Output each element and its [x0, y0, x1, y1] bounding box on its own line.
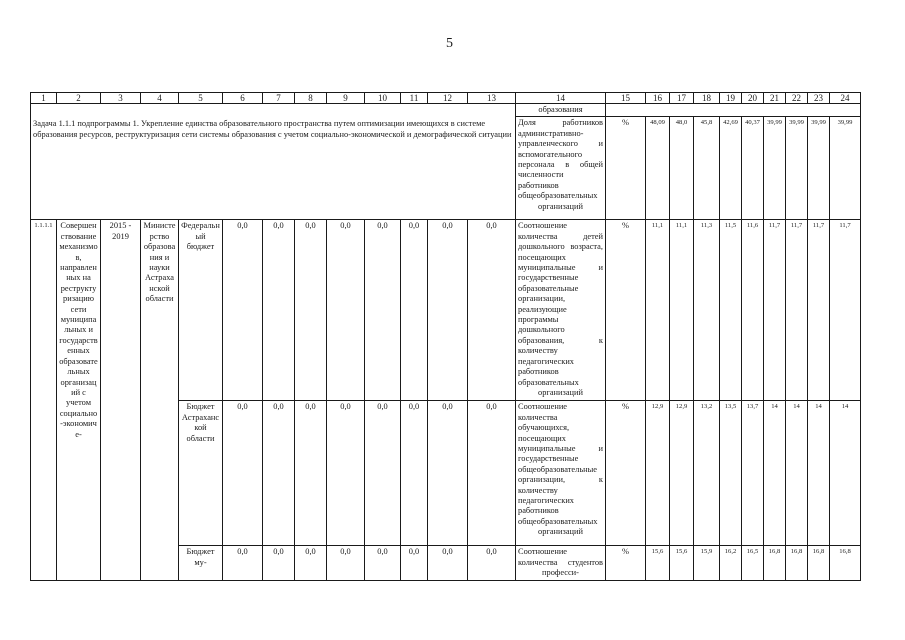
value-cell: 48,09 — [646, 117, 670, 220]
amount-cell: 0,0 — [327, 546, 365, 581]
amount-cell: 0,0 — [263, 220, 295, 401]
value-cell: 11,7 — [764, 220, 786, 401]
column-header: 19 — [720, 93, 742, 104]
value-cell: 39,99 — [830, 117, 861, 220]
column-header: 18 — [694, 93, 720, 104]
page-number: 5 — [446, 36, 453, 51]
column-header: 2 — [57, 93, 101, 104]
amount-cell: 0,0 — [428, 220, 468, 401]
amount-cell: 0,0 — [401, 401, 428, 546]
funding-source: Бюджет му- — [179, 546, 223, 581]
column-header: 4 — [141, 93, 179, 104]
value-cell: 11,7 — [808, 220, 830, 401]
column-header: 6 — [223, 93, 263, 104]
amount-cell: 0,0 — [263, 401, 295, 546]
amount-cell: 0,0 — [468, 546, 516, 581]
column-header: 20 — [742, 93, 764, 104]
value-cell: 15,9 — [694, 546, 720, 581]
task-description: Задача 1.1.1 подпрограммы 1. Укрепление единства образовательного пространства путем оптимизации имеющихся в системе образования ресурсов, реструктуризация сети системы образования с учетом социально-экономической и демографической ситуации — [31, 104, 516, 220]
value-cell: 16,8 — [764, 546, 786, 581]
value-cell: 39,99 — [786, 117, 808, 220]
amount-cell: 0,0 — [428, 401, 468, 546]
value-cell: 12,9 — [646, 401, 670, 546]
column-header: 16 — [646, 93, 670, 104]
column-header: 14 — [516, 93, 606, 104]
value-cell: 11,1 — [646, 220, 670, 401]
column-header: 11 — [401, 93, 428, 104]
value-cell: 16,2 — [720, 546, 742, 581]
funding-source: Федеральный бюджет — [179, 220, 223, 401]
value-cell: 16,5 — [742, 546, 764, 581]
value-cell: 11,3 — [694, 220, 720, 401]
unit-cell: % — [606, 220, 646, 401]
column-header: 23 — [808, 93, 830, 104]
amount-cell: 0,0 — [223, 546, 263, 581]
value-cell: 15,6 — [646, 546, 670, 581]
amount-cell: 0,0 — [295, 401, 327, 546]
blank-cell — [606, 104, 861, 117]
amount-cell: 0,0 — [401, 220, 428, 401]
column-header: 7 — [263, 93, 295, 104]
indicator-text: Соотношение количества студентов професси- — [516, 546, 606, 581]
value-cell: 14 — [764, 401, 786, 546]
column-header: 15 — [606, 93, 646, 104]
value-cell: 11,5 — [720, 220, 742, 401]
value-cell: 11,7 — [786, 220, 808, 401]
column-header: 21 — [764, 93, 786, 104]
activity-row-1 — [31, 220, 861, 401]
column-header: 22 — [786, 93, 808, 104]
value-cell: 11,6 — [742, 220, 764, 401]
indicator-text: Соотношение количества детей дошкольного возраста, посещающих муниципальные и государственные образовательные организации, реализующие программы дошкольного образования, к количеству педагогических работников образовательных организаций — [516, 220, 606, 401]
funding-source: Бюджет Астраханской области — [179, 401, 223, 546]
value-cell: 12,9 — [670, 401, 694, 546]
indicator-text: Соотношение количества обучающихся, посещающих муниципальные и государственные общеобразовательные организации, к количеству педагогических работников общеобразовательных организаций — [516, 401, 606, 546]
column-header: 1 — [31, 93, 57, 104]
amount-cell: 0,0 — [428, 546, 468, 581]
amount-cell: 0,0 — [401, 546, 428, 581]
value-cell: 11,7 — [830, 220, 861, 401]
value-cell: 16,8 — [786, 546, 808, 581]
column-header: 17 — [670, 93, 694, 104]
value-cell: 16,8 — [808, 546, 830, 581]
value-cell: 16,8 — [830, 546, 861, 581]
value-cell: 40,37 — [742, 117, 764, 220]
activity-executor: Министерство образования и науки Астраханской области — [141, 220, 179, 581]
activity-code: 1.1.1.1 — [31, 220, 57, 581]
unit-cell: % — [606, 401, 646, 546]
amount-cell: 0,0 — [468, 220, 516, 401]
value-cell: 14 — [808, 401, 830, 546]
unit-cell: % — [606, 117, 646, 220]
unit-cell: % — [606, 546, 646, 581]
amount-cell: 0,0 — [223, 220, 263, 401]
column-header: 24 — [830, 93, 861, 104]
value-cell: 42,69 — [720, 117, 742, 220]
column-header: 8 — [295, 93, 327, 104]
column-header: 3 — [101, 93, 141, 104]
amount-cell: 0,0 — [365, 546, 401, 581]
value-cell: 39,99 — [808, 117, 830, 220]
amount-cell: 0,0 — [263, 546, 295, 581]
amount-cell: 0,0 — [223, 401, 263, 546]
value-cell: 13,2 — [694, 401, 720, 546]
value-cell: 13,5 — [720, 401, 742, 546]
value-cell: 15,6 — [670, 546, 694, 581]
column-header: 9 — [327, 93, 365, 104]
column-header: 10 — [365, 93, 401, 104]
task-row — [31, 104, 861, 117]
value-cell: 45,8 — [694, 117, 720, 220]
amount-cell: 0,0 — [365, 401, 401, 546]
value-cell: 39,99 — [764, 117, 786, 220]
value-cell: 13,7 — [742, 401, 764, 546]
column-header: 5 — [179, 93, 223, 104]
value-cell: 11,1 — [670, 220, 694, 401]
value-cell: 14 — [830, 401, 861, 546]
column-header: 13 — [468, 93, 516, 104]
activity-period: 2015 - 2019 — [101, 220, 141, 581]
amount-cell: 0,0 — [365, 220, 401, 401]
amount-cell: 0,0 — [468, 401, 516, 546]
value-cell: 48,0 — [670, 117, 694, 220]
indicator-text: Доля работников административно-управленческого и вспомогательного персонала в общей численности работников общеобразовательных организаций — [516, 117, 606, 220]
amount-cell: 0,0 — [295, 546, 327, 581]
column-header: 12 — [428, 93, 468, 104]
program-table — [30, 92, 861, 581]
amount-cell: 0,0 — [327, 401, 365, 546]
value-cell: 14 — [786, 401, 808, 546]
activity-name: Совершенствование механизмов, направленных на реструктуризацию сети муниципальных и государственных образовательных организаций с учетом социально-экономиче- — [57, 220, 101, 581]
amount-cell: 0,0 — [327, 220, 365, 401]
indicator-continuation: образования — [516, 104, 606, 117]
amount-cell: 0,0 — [295, 220, 327, 401]
column-number-row — [31, 93, 861, 104]
